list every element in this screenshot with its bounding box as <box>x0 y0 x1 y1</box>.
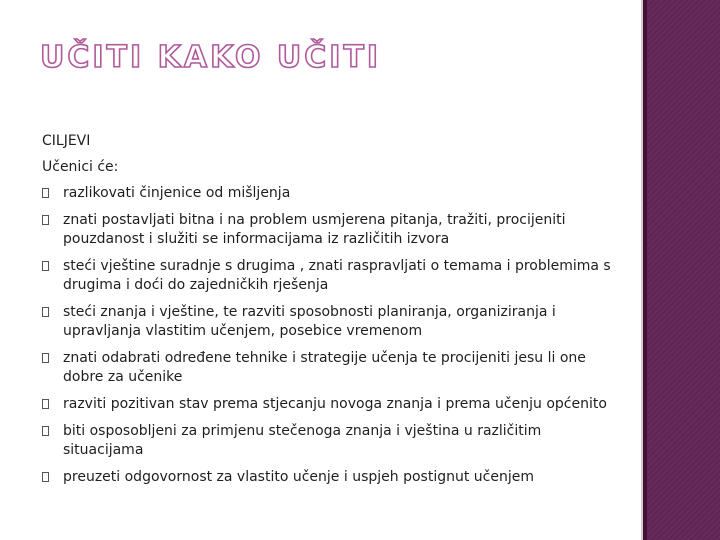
square-bullet-icon <box>42 215 49 225</box>
square-bullet-icon <box>42 472 49 482</box>
goal-item <box>42 349 622 387</box>
goal-item <box>42 303 622 341</box>
slide-title: UČITI KAKO UČITI <box>40 40 382 75</box>
goal-text: znati odabrati određene tehnike i strategije učenja te procijeniti jesu li one dobre za učenike <box>63 350 586 385</box>
decorative-side-band <box>641 0 720 540</box>
goal-item <box>42 257 622 295</box>
square-bullet-icon <box>42 307 49 317</box>
goal-text: razlikovati činjenice od mišljenja <box>63 185 291 201</box>
goal-text: biti osposobljeni za primjenu stečenoga znanja i vještina u različitim situacijama <box>63 423 542 458</box>
goal-item <box>42 468 622 487</box>
square-bullet-icon <box>42 353 49 363</box>
square-bullet-icon <box>42 426 49 436</box>
intro-text: Učenici će: <box>42 159 119 175</box>
square-bullet-icon <box>42 188 49 198</box>
goal-item <box>42 184 622 203</box>
goal-text: preuzeti odgovornost za vlastito učenje i uspjeh postignut učenjem <box>63 469 534 485</box>
goal-item <box>42 211 622 249</box>
goal-text: steći vještine suradnje s drugima , znati raspravljati o temama i problemima s drugima i doći do zajedničkih rješenja <box>63 258 611 293</box>
square-bullet-icon <box>42 261 49 271</box>
goal-text: steći znanja i vještine, te razviti sposobnosti planiranja, organiziranja i upravljanja vlastitim učenjem, posebice vremenom <box>63 304 556 339</box>
slide-content <box>42 132 622 495</box>
goal-item <box>42 395 622 414</box>
square-bullet-icon <box>42 399 49 409</box>
goal-item <box>42 422 622 460</box>
goal-text: razviti pozitivan stav prema stjecanju novoga znanja i prema učenju općenito <box>63 396 607 412</box>
goal-text: znati postavljati bitna i na problem usmjerena pitanja, tražiti, procijeniti pouzdanost i služiti se informacijama iz različitih izvora <box>63 212 566 247</box>
goals-list <box>42 184 622 487</box>
section-heading: CILJEVI <box>42 133 91 149</box>
